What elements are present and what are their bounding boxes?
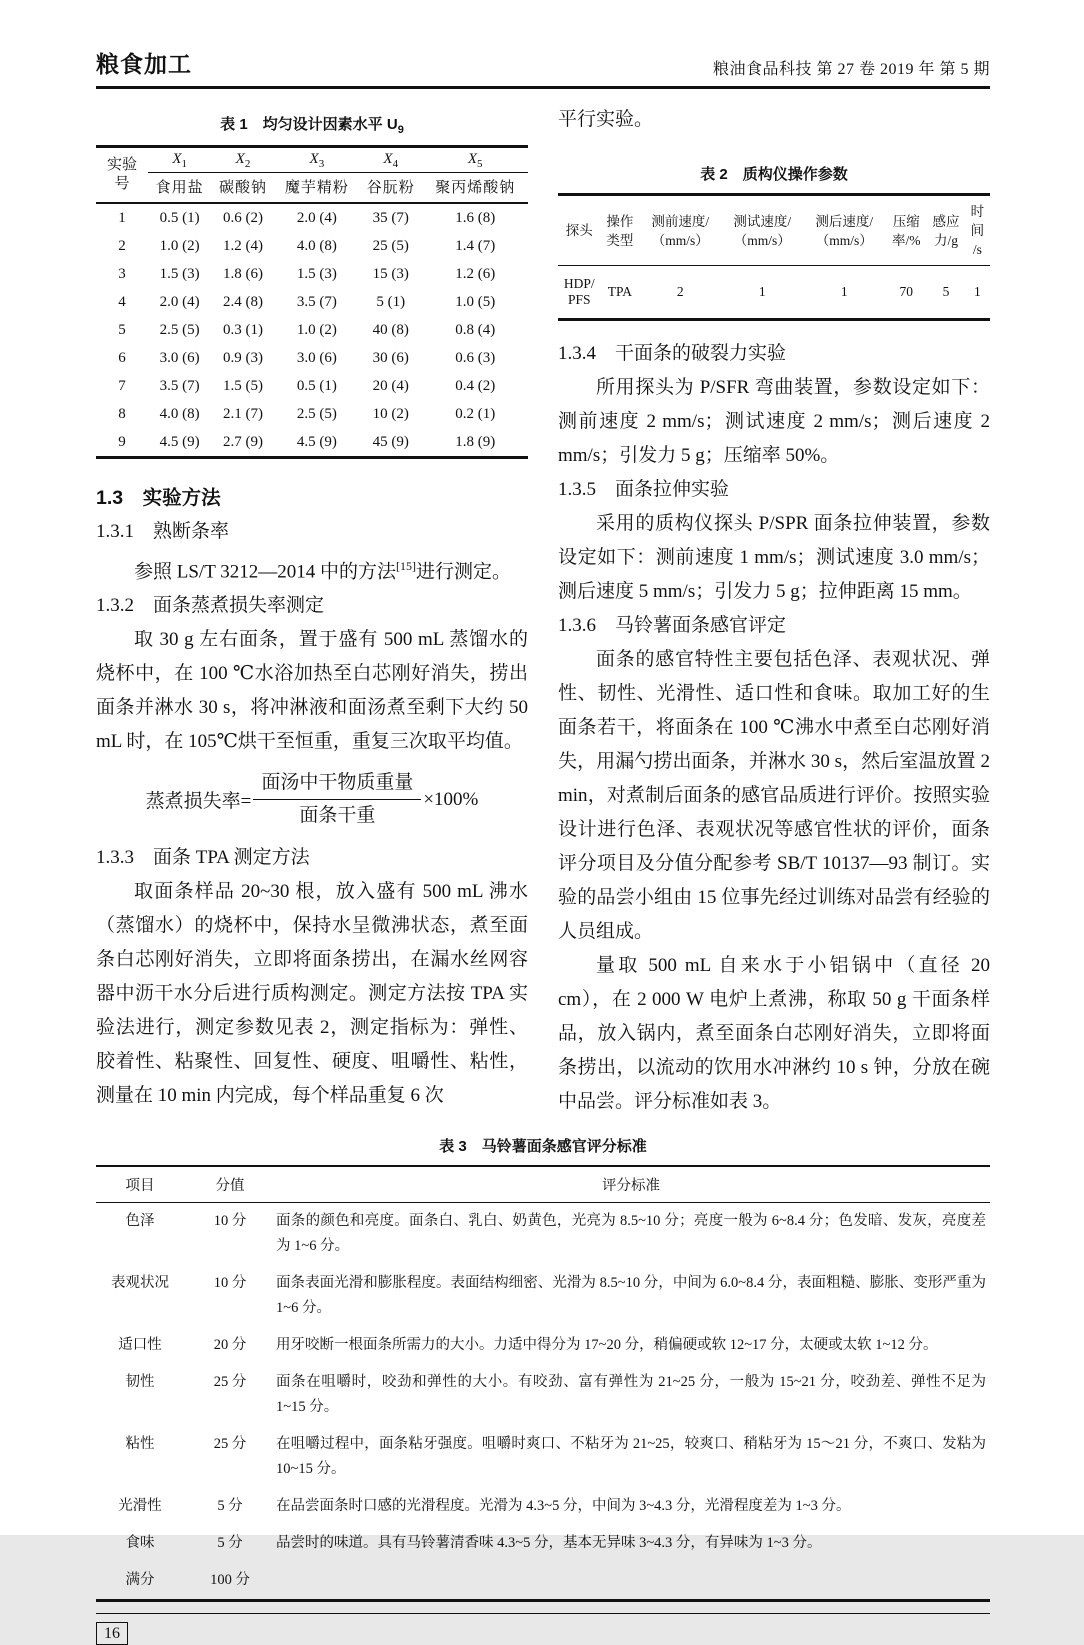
- table1-factor-symbol: $X_2$: [211, 147, 274, 173]
- cooking-loss-formula: [96, 768, 528, 831]
- table1-row: [96, 288, 528, 316]
- citation-15: [15]: [395, 559, 416, 573]
- formula-fraction: [253, 768, 421, 831]
- table1-factor-name: 谷朊粉: [366, 180, 415, 196]
- table1-cell-x2: 1.2 (4): [222, 237, 263, 254]
- table3-row: [96, 1488, 990, 1525]
- table2-data-cell: 1: [973, 284, 981, 299]
- table3-cell-score: 25 分: [213, 1436, 247, 1452]
- table3-cell-score: 25 分: [213, 1374, 247, 1390]
- table3-cell-desc: 在品尝面条时口感的光滑程度。光滑为 4.3~5 分，中间为 3~4.3 分，光滑程度差为 1~3 分。: [276, 1498, 851, 1514]
- table1-uniform-design: [96, 145, 528, 459]
- table1-cell-x3: 2.5 (5): [296, 405, 337, 422]
- table1-caption: 表 1 均匀设计因素水平 $U_9$: [220, 116, 404, 136]
- table1-row: [96, 428, 528, 458]
- two-column-body: [96, 103, 990, 1119]
- table1-cell-x3: 0.5 (1): [296, 377, 337, 394]
- table1-symbol-row: [96, 147, 528, 173]
- paragraph-1-3-6b: 量取 500 mL 自来水于小铝锅中（直径 20 cm），在 2 000 W 电炉上煮沸，称取 50 g 干面条样品，放入锅内，煮至面条白芯刚好消失，立即将面条捞出，以流动的饮用水冲淋约 10 s 钟，分放在碗中品尝。评分标准如表 3。: [558, 955, 990, 1112]
- table2-header-cell: 探头: [565, 223, 593, 238]
- table1-cell-expno: 9: [118, 433, 126, 450]
- table2-header-cell: 感应 力/g: [932, 213, 960, 248]
- table1-cell-x2: 0.3 (1): [222, 321, 263, 338]
- table1-cell-expno: 3: [118, 265, 126, 282]
- formula-denominator: 面条干重: [299, 805, 376, 827]
- table1-cell-expno: 1: [118, 209, 126, 226]
- table1-cell-x5: 0.2 (1): [455, 405, 496, 422]
- table2-data-cell: 1: [758, 284, 766, 299]
- table3-section: [96, 1135, 990, 1602]
- table3-sensory-scoring: [96, 1165, 990, 1602]
- section-1-3-4-heading: 1.3.4 干面条的破裂力实验: [558, 343, 787, 364]
- table1-cell-x2: 2.7 (9): [222, 433, 263, 450]
- table2-header-cell: 压缩 率/%: [892, 213, 921, 248]
- table2-caption: 表 2 质构仪操作参数: [700, 166, 848, 183]
- section-1-3-2-heading: 1.3.2 面条蒸煮损失率测定: [96, 595, 325, 617]
- table3-cell-desc: 面条在咀嚼时，咬劲和弹性的大小。有咬劲、富有弹性为 21~25 分，一般为 15~21 分，咬劲差、弹性不足为 1~15 分。: [276, 1374, 986, 1415]
- paragraph-1-3-1: 参照 LS/T 3212—2014 中的方法[15]进行测定。: [134, 559, 511, 583]
- table2-header-cell: 操作 类型: [606, 213, 634, 248]
- table1-cell-x4: 15 (3): [372, 265, 409, 282]
- table3-row: [96, 1562, 990, 1601]
- table3-cell-item: 适口性: [118, 1337, 162, 1353]
- table3-caption: 表 3 马铃薯面条感官评分标准: [439, 1138, 647, 1155]
- section-1-3-heading: 1.3 实验方法: [96, 487, 221, 509]
- table1-cell-x3: 1.0 (2): [296, 321, 337, 338]
- formula-rhs: ×100%: [423, 788, 479, 810]
- table3-cell-item: 食味: [125, 1535, 155, 1551]
- table1-row: [96, 260, 528, 288]
- table2-data-cell: 2: [676, 284, 684, 299]
- table1-rowheader-experiment-no: 实验号: [106, 157, 137, 192]
- table3-header-item: 项目: [125, 1178, 155, 1194]
- table1-row: [96, 344, 528, 372]
- table3-cell-desc: 面条表面光滑和膨胀程度。表面结构细密、光滑为 8.5~10 分，中间为 6.0~8.4 分，表面粗糙、膨胀、变形严重为 1~6 分。: [276, 1275, 986, 1316]
- table1-cell-x5: 1.8 (9): [455, 433, 496, 450]
- table2-data-row: [558, 266, 990, 320]
- paragraph-continuation: 平行实验。: [558, 109, 654, 130]
- table1-cell-expno: 6: [118, 349, 126, 366]
- table2-data-cell: TPA: [607, 284, 633, 299]
- table3-cell-score: 5 分: [217, 1498, 243, 1514]
- table3-cell-item: 表观状况: [111, 1275, 169, 1291]
- table1-cell-x1: 3.5 (7): [159, 377, 200, 394]
- page-number: 16: [96, 1622, 128, 1645]
- table1-cell-x2: 1.8 (6): [222, 265, 263, 282]
- table1-factor-name: 碳酸钠: [218, 180, 267, 196]
- table1-caption-subscript: 9: [397, 124, 404, 136]
- table3-cell-desc: 在咀嚼过程中，面条粘牙强度。咀嚼时爽口、不粘牙为 21~25，较爽口、稍粘牙为 15～21 分，不爽口、发粘为 10~15 分。: [276, 1436, 986, 1477]
- table2-data-cell: 1: [840, 284, 848, 299]
- table1-cell-x5: 1.4 (7): [455, 237, 496, 254]
- table1-cell-x3: 2.0 (4): [296, 209, 337, 226]
- table2-data-cell: 70: [899, 284, 914, 299]
- table1-cell-x4: 5 (1): [376, 293, 406, 310]
- table3-body: [96, 1203, 990, 1601]
- paragraph-1-3-3: 取面条样品 20~30 根，放入盛有 500 mL 沸水（蒸馏水）的烧杯中，保持水呈微沸状态，煮至面条白芯刚好消失，立即将面条捞出，在漏水丝网容器中沥干水分后进行质构测定。测定方法按 TPA 实验法进行，测定参数见表 2，测定指标为：弹性、胶着性、粘聚性、回复性、硬度、咀嚼性、粘性，测量在 10 min 内完成，每个样品重复 6 次: [96, 881, 528, 1107]
- table3-cell-item: 韧性: [125, 1374, 155, 1390]
- table1-factor-symbol: $X_4$: [359, 147, 422, 173]
- paragraph-1-3-6a: 面条的感官特性主要包括色泽、表观状况、弹性、韧性、光滑性、适口性和食味。取加工好的生面条若干，将面条在 100 ℃沸水中煮至白芯刚好消失，用漏勺捞出面条，并淋水 30 s，然后室温放置 2 min，对煮制后面条的感官品质进行评价。按照实验设计进行色泽、表观状况等感官性状的评价，面条评分项目及分值分配参考 SB/T 10137—93 制订。实验的品尝小组由 15 位事先经过训练对品尝有经验的人员组成。: [558, 649, 990, 942]
- table3-cell-score: 5 分: [217, 1535, 243, 1551]
- formula-lhs: 蒸煮损失率=: [145, 791, 252, 813]
- table1-cell-x5: 1.6 (8): [455, 209, 496, 226]
- table3-cell-item: 色泽: [125, 1213, 155, 1229]
- table2-texture-analyzer-params: [558, 193, 990, 321]
- table2-header-cell: 测前速度/ （mm/s）: [651, 213, 710, 248]
- table1-cell-x2: 0.9 (3): [222, 349, 263, 366]
- footer-rule: [96, 1613, 990, 1614]
- table3-cell-desc: 面条的颜色和亮度。面条白、乳白、奶黄色，光亮为 8.5~10 分；亮度一般为 6~8.4 分；色发暗、发灰，亮度差为 1~6 分。: [276, 1213, 986, 1254]
- table1-cell-x4: 25 (5): [372, 237, 409, 254]
- table1-row: [96, 400, 528, 428]
- table3-row: [96, 1327, 990, 1364]
- journal-issue-info: 粮油食品科技 第 27 卷 2019 年 第 5 期: [712, 61, 990, 78]
- table3-cell-desc: 用牙咬断一根面条所需力的大小。力适中得分为 17~20 分，稍偏硬或软 12~17 分，太硬或太软 1~12 分。: [276, 1337, 938, 1353]
- table1-cell-x1: 4.0 (8): [159, 405, 200, 422]
- section-1-3-1-heading: 1.3.1 熟断条率: [96, 521, 230, 542]
- table2-data-cell: HDP/ PFS: [563, 276, 595, 307]
- section-1-3-6-heading: 1.3.6 马铃薯面条感官评定: [558, 615, 787, 636]
- table1-cell-x5: 0.4 (2): [455, 377, 496, 394]
- table1-cell-x3: 1.5 (3): [296, 265, 337, 282]
- table1-cell-x4: 20 (4): [372, 377, 409, 394]
- table1-row: [96, 372, 528, 400]
- table3-row: [96, 1203, 990, 1266]
- table3-header-score: 分值: [215, 1178, 245, 1194]
- table3-cell-score: 10 分: [213, 1213, 247, 1229]
- table1-factor-symbol: $X_5$: [422, 147, 528, 173]
- right-column: [558, 103, 990, 1119]
- table1-body: [96, 203, 528, 458]
- table3-cell-desc: [276, 1562, 990, 1601]
- table1-cell-x3: 4.0 (8): [296, 237, 337, 254]
- table1-cell-expno: 5: [118, 321, 126, 338]
- table1-cell-x5: 1.0 (5): [455, 293, 496, 310]
- table1-cell-x1: 1.5 (3): [159, 265, 200, 282]
- table1-factor-symbol: $X_1$: [148, 147, 211, 173]
- table1-cell-x1: 4.5 (9): [159, 433, 200, 450]
- paragraph-1-3-4: 所用探头为 P/SFR 弯曲装置，参数设定如下：测前速度 2 mm/s；测试速度 2 mm/s；测后速度 2 mm/s；引发力 5 g；压缩率 50%。: [558, 377, 990, 466]
- formula-numerator: 面汤中干物质重量: [253, 768, 421, 800]
- table2-header-cell: 测后速度/ （mm/s）: [815, 213, 874, 248]
- table1-cell-expno: 2: [118, 237, 126, 254]
- table1-row: [96, 203, 528, 232]
- table1-cell-x4: 45 (9): [372, 433, 409, 450]
- table1-cell-x1: 2.0 (4): [159, 293, 200, 310]
- table1-cell-x2: 2.4 (8): [222, 293, 263, 310]
- table3-header-row: [96, 1166, 990, 1203]
- table3-cell-desc: 品尝时的味道。具有马铃薯清香味 4.3~5 分，基本无异味 3~4.3 分，有异味为 1~3 分。: [276, 1535, 822, 1551]
- table3-cell-score: 20 分: [213, 1337, 247, 1353]
- page-header: [96, 46, 990, 89]
- table1-cell-x1: 1.0 (2): [159, 237, 200, 254]
- table1-cell-expno: 7: [118, 377, 126, 394]
- table3-row: [96, 1525, 990, 1562]
- table1-factor-name-row: [96, 173, 528, 204]
- table1-cell-x3: 3.0 (6): [296, 349, 337, 366]
- table1-cell-x5: 0.6 (3): [455, 349, 496, 366]
- table3-cell-item: 粘性: [125, 1436, 155, 1452]
- table3-cell-item: 光滑性: [118, 1498, 162, 1514]
- table3-cell-score: 10 分: [213, 1275, 247, 1291]
- table3-header-criteria: 评分标准: [602, 1178, 660, 1194]
- table1-cell-x4: 40 (8): [372, 321, 409, 338]
- table3-row: [96, 1426, 990, 1488]
- section-1-3-5-heading: 1.3.5 面条拉伸实验: [558, 479, 730, 500]
- table1-cell-x2: 1.5 (5): [222, 377, 263, 394]
- table1-cell-x4: 30 (6): [372, 349, 409, 366]
- paragraph-1-3-2: 取 30 g 左右面条，置于盛有 500 mL 蒸馏水的烧杯中，在 100 ℃水浴加热至白芯刚好消失，捞出面条并淋水 30 s，将冲淋液和面汤煮至剩下大约 50 mL 时，在 105℃烘干至恒重，重复三次取平均值。: [96, 629, 528, 753]
- table2-header-row: [558, 195, 990, 266]
- table1-cell-x1: 2.5 (5): [159, 321, 200, 338]
- table1-cell-x2: 0.6 (2): [222, 209, 263, 226]
- table2-data-cell: 5: [942, 284, 950, 299]
- table1-cell-expno: 8: [118, 405, 126, 422]
- table1-factor-name: 魔芋精粉: [284, 180, 349, 196]
- table1-cell-x4: 10 (2): [372, 405, 409, 422]
- paragraph-1-3-5: 采用的质构仪探头 P/SPR 面条拉伸装置，参数设定如下：测前速度 1 mm/s；测试速度 3.0 mm/s；测后速度 5 mm/s；引发力 5 g；拉伸距离 15 mm。: [558, 513, 990, 602]
- table1-cell-x5: 1.2 (6): [455, 265, 496, 282]
- table1-cell-x1: 3.0 (6): [159, 349, 200, 366]
- section-1-3-3-heading: 1.3.3 面条 TPA 测定方法: [96, 847, 310, 869]
- table1-cell-x5: 0.8 (4): [455, 321, 496, 338]
- table1-cell-x3: 3.5 (7): [296, 293, 337, 310]
- table1-row: [96, 232, 528, 260]
- table1-cell-x1: 0.5 (1): [159, 209, 200, 226]
- table3-cell-item: 满分: [125, 1572, 155, 1588]
- table2-header-cell: 时间 /s: [970, 204, 985, 257]
- table3-cell-score: 100 分: [210, 1572, 250, 1588]
- left-column: [96, 103, 528, 1119]
- table1-cell-x2: 2.1 (7): [222, 405, 263, 422]
- table1-factor-name: 食用盐: [155, 180, 204, 196]
- column-section-title: 粮食加工: [96, 51, 192, 77]
- table2-header-cell: 测试速度/ （mm/s）: [733, 213, 792, 248]
- table1-cell-x4: 35 (7): [372, 209, 409, 226]
- table1-factor-name: 聚丙烯酸钠: [435, 180, 516, 196]
- table1-cell-x3: 4.5 (9): [296, 433, 337, 450]
- table1-row: [96, 316, 528, 344]
- table1-cell-expno: 4: [118, 293, 126, 310]
- table3-row: [96, 1265, 990, 1327]
- table1-factor-symbol: $X_3$: [275, 147, 359, 173]
- table3-row: [96, 1364, 990, 1426]
